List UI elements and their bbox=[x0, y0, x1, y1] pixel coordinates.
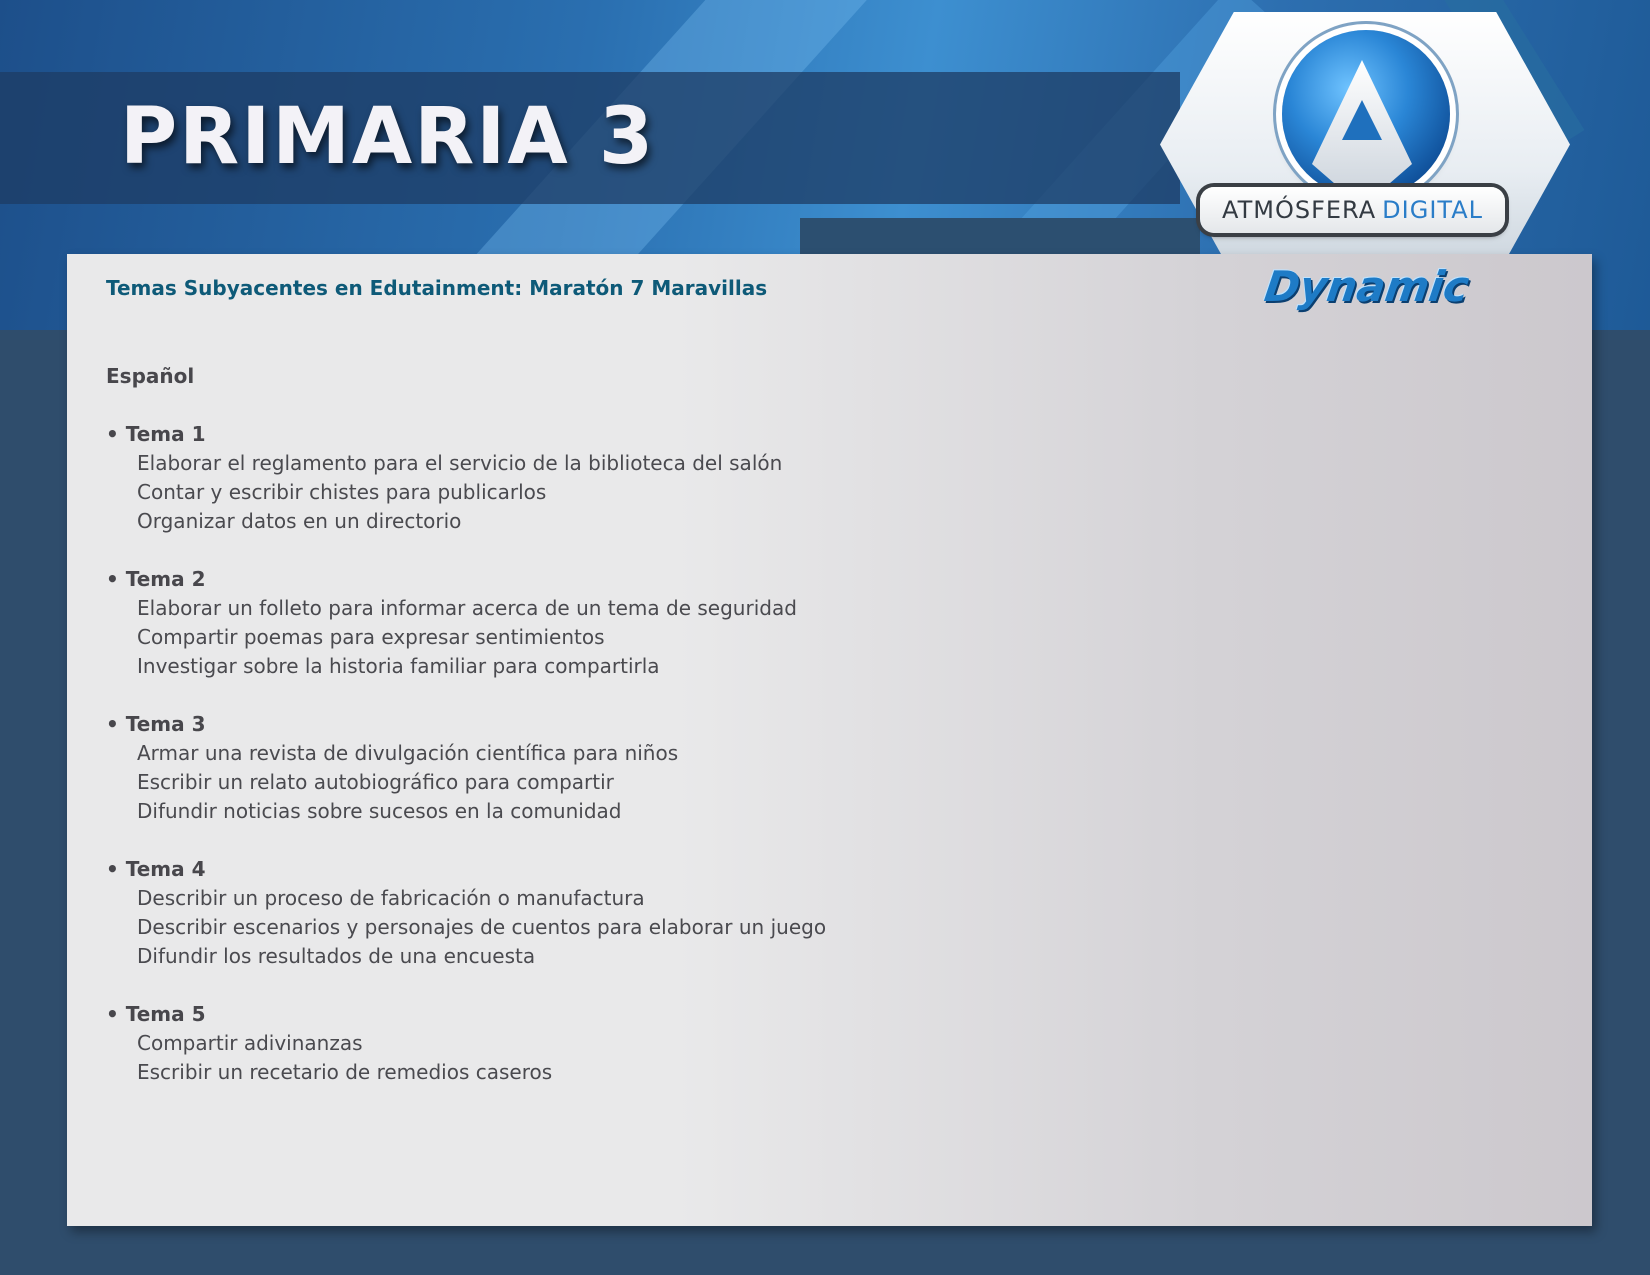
topic-item: Difundir los resultados de una encuesta bbox=[137, 944, 536, 968]
brand-secondary: DIGITAL bbox=[1382, 196, 1483, 224]
topic-items bbox=[106, 739, 1006, 826]
topic-item: Difundir noticias sobre sucesos en la comunidad bbox=[137, 799, 622, 823]
topic-title: • Tema 5 bbox=[106, 1002, 206, 1026]
topic-item: Describir un proceso de fabricación o manufactura bbox=[137, 886, 645, 910]
page-title: PRIMARIA 3 bbox=[120, 92, 656, 182]
topic-block bbox=[106, 565, 1006, 681]
topic-items bbox=[106, 884, 1006, 971]
document-subtitle: Temas Subyacentes en Edutainment: Maratón 7 Maravillas bbox=[106, 276, 768, 300]
topic-item: Contar y escribir chistes para publicarlos bbox=[137, 480, 547, 504]
topic-item: Elaborar un folleto para informar acerca de un tema de seguridad bbox=[137, 596, 797, 620]
topic-item: Describir escenarios y personajes de cuentos para elaborar un juego bbox=[137, 915, 827, 939]
topic-title: • Tema 1 bbox=[106, 422, 206, 446]
topic-item: Escribir un relato autobiográfico para compartir bbox=[137, 770, 614, 794]
topic-block bbox=[106, 855, 1006, 971]
topic-item: Compartir adivinanzas bbox=[137, 1031, 363, 1055]
topic-block bbox=[106, 1000, 1006, 1087]
topic-item: Organizar datos en un directorio bbox=[137, 509, 462, 533]
brand-wordmark bbox=[1200, 187, 1505, 233]
topic-items bbox=[106, 449, 1006, 536]
topic-block bbox=[106, 420, 1006, 536]
subject-heading: Español bbox=[106, 364, 195, 388]
topic-item: Escribir un recetario de remedios caseros bbox=[137, 1060, 553, 1084]
topic-block bbox=[106, 710, 1006, 826]
topic-items bbox=[106, 1029, 1006, 1087]
topic-item: Compartir poemas para expresar sentimientos bbox=[137, 625, 605, 649]
atmosfera-digital-logo bbox=[1160, 12, 1570, 277]
topic-title: • Tema 4 bbox=[106, 857, 206, 881]
topic-title: • Tema 3 bbox=[106, 712, 206, 736]
globe-icon bbox=[1282, 30, 1450, 198]
topic-items bbox=[106, 594, 1006, 681]
decorative-step bbox=[800, 218, 1200, 258]
brand-primary: ATMÓSFERA bbox=[1222, 196, 1377, 224]
topic-item: Elaborar el reglamento para el servicio de la biblioteca del salón bbox=[137, 451, 783, 475]
topic-item: Investigar sobre la historia familiar para compartirla bbox=[137, 654, 660, 678]
topic-title: • Tema 2 bbox=[106, 567, 206, 591]
topic-list bbox=[106, 420, 1006, 1116]
dynamic-logo: Dynamic bbox=[1261, 262, 1472, 311]
topic-item: Armar una revista de divulgación científica para niños bbox=[137, 741, 679, 765]
